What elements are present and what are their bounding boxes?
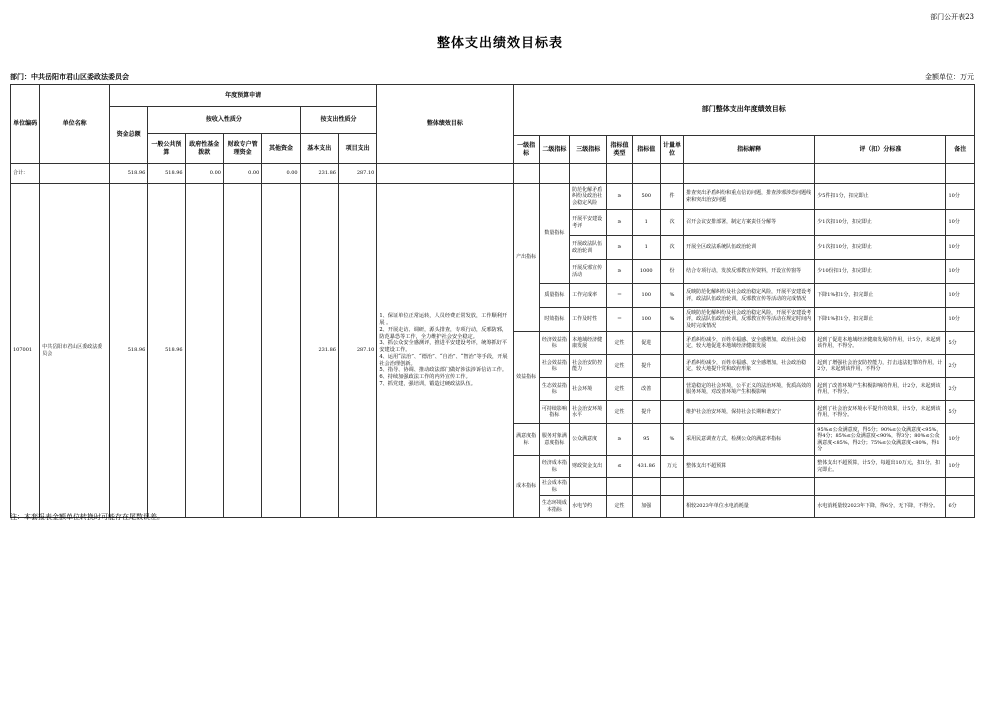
indicator-criteria: 少1次扣10分，扣完即止 [815,236,946,260]
indicator-explain: 矛盾纠纷减少，百姓幸福感、安全感增加，政治社会稳定，较大地促进本地域经济健康发展 [684,332,815,355]
group-timeliness: 时效指标 [539,308,569,332]
header-lvl1: 一级指标 [513,136,539,164]
header-special: 财政专户管理资金 [223,134,261,164]
indicator-explain: 反映防范化解纠纷及社会政治稳定风险，开展平安建设考评，政法队伍政治轮训，反邪教宣传等活动在规定时间内及时完成情况 [684,308,815,332]
indicator-name: 社会治安环境水平 [570,401,607,424]
indicator-vtype: ≥ [607,424,632,456]
indicator-name: 公众满意度 [570,424,607,456]
indicator-name: 开展反邪宣传活动 [570,260,607,284]
indicator-explain: 召开会议安排部署，制定方案责任分解等 [684,210,815,236]
indicator-unit: % [660,284,683,308]
indicator-remark: 6分 [946,496,975,518]
unit-code: 107001 [11,184,40,518]
indicator-vtype: ≥ [607,236,632,260]
indicator-name: 财政资金支出 [570,456,607,478]
indicator-criteria: 95%≤公众满意度，得5分；90%≤公众满意度<95%，得4分；85%≤公众满意度<90%，得3分；80%≤公众满意度<85%，得2分；75%≤公众满意度<80%，得1分 [815,424,946,456]
group-satisfaction: 满意度指标 [513,424,539,456]
group-eco-cost: 经济成本指标 [539,456,569,478]
unit-total: 518.96 [109,184,147,518]
indicator-value: 1 [632,236,660,260]
header-project: 项目支出 [338,134,376,164]
header-perf-goal: 整体绩效目标 [377,85,513,164]
unit-basic: 231.86 [300,184,338,518]
amount-unit-label: 金额单位：万元 [925,73,974,81]
header-fund: 政府性基金拨款 [185,134,223,164]
indicator-vtype: 定性 [607,332,632,355]
group-service: 服务对象满意度指标 [539,424,569,456]
header-general: 一般公共预算 [148,134,185,164]
indicator-value: 提升 [632,355,660,378]
indicator-vtype: ≥ [607,260,632,284]
indicator-criteria: 少1次扣10分，扣完即止 [815,210,946,236]
indicator-explain: 维护社会治安环境，保持社会长期和谐安宁 [684,401,815,424]
indicator-explain: 营造稳定的社会环境，公平正义的法治环境，优质高效的服务环境，对改善环境产生积极影响 [684,378,815,401]
indicator-vtype: 定性 [607,355,632,378]
indicator-name: 工作及时性 [570,308,607,332]
indicator-criteria: 下降1%扣1分，扣完即止 [815,308,946,332]
page-title: 整体支出绩效目标表 [436,36,563,51]
indicator-unit: 次 [660,236,683,260]
indicator-criteria: 起到了促进本地域经济健康发展的作用，计5分，未起到该作用，不得分。 [815,332,946,355]
header-value: 指标值 [632,136,660,164]
header-remark: 备注 [946,136,975,164]
indicator-remark: 5分 [946,332,975,355]
indicator-criteria: 起到了改善环境产生积极影响的作用，计2分，未起到该作用，不得分。 [815,378,946,401]
indicator-vtype: ≤ [607,456,632,478]
indicator-criteria: 少5件扣1分，扣完即止 [815,184,946,210]
indicator-name: 本地域经济健康发展 [570,332,607,355]
group-benefit: 效益指标 [513,332,539,424]
indicator-vtype: ≥ [607,184,632,210]
group-social: 社会效益指标 [539,355,569,378]
performance-table [10,84,975,518]
indicator-remark: 10分 [946,308,975,332]
header-basic: 基本支出 [300,134,338,164]
indicator-remark: 10分 [946,236,975,260]
indicator-remark: 10分 [946,284,975,308]
indicator-remark: 10分 [946,456,975,478]
indicator-unit: 份 [660,260,683,284]
unit-general: 518.96 [148,184,185,518]
indicator-remark: 2分 [946,378,975,401]
indicator-unit [660,378,683,401]
indicator-remark: 10分 [946,260,975,284]
indicator-unit: 万元 [660,456,683,478]
indicator-explain: 开展全区政法系统队伍政治轮训 [684,236,815,260]
indicator-unit: % [660,308,683,332]
indicator-name: 社会环境 [570,378,607,401]
indicator-criteria: 整体支出不超预算，计5分，每超出10万元，扣1分，扣完即止。 [815,456,946,478]
indicator-unit [660,332,683,355]
indicator-explain: 采用民意调查方式，检测公众的满意率指标 [684,424,815,456]
indicator-value: 加强 [632,496,660,518]
header-criteria: 评（扣）分标准 [815,136,946,164]
indicator-unit [660,496,683,518]
indicator-unit: 件 [660,184,683,210]
header-dept-goal: 部门整体支出年度绩效目标 [513,85,974,136]
indicator-value: 促进 [632,332,660,355]
indicator-unit [660,401,683,424]
group-economic: 经济效益指标 [539,332,569,355]
indicator-value: 改善 [632,378,660,401]
indicator-vtype: 定性 [607,378,632,401]
indicator-value: 100 [632,284,660,308]
header-lvl2: 二级指标 [539,136,569,164]
header-explain: 指标解释 [684,136,815,164]
unit-name: 中共岳阳市君山区委政法委员会 [40,184,110,518]
indicator-criteria: 起到了社会治安环境水平提升的效果，计5分，未起到该作用，不得分。 [815,401,946,424]
indicator-value: 1 [632,210,660,236]
indicator-vtype: ＝ [607,284,632,308]
indicator-name: 开展平安建设考评 [570,210,607,236]
footnote: 注：本套报表金额单位转换时可能存在尾数误差。 [10,513,164,521]
indicator-vtype: 定性 [607,401,632,424]
indicator-explain: 反映防范化解纠纷及社会政治稳定风险，开展平安建设考评，政法队伍政治轮训，反邪教宣传等活动的完成情况 [684,284,815,308]
indicator-explain: 相较2023年单位水电消耗量 [684,496,815,518]
indicator-value: 500 [632,184,660,210]
indicator-vtype: ≥ [607,210,632,236]
group-output: 产出指标 [513,184,539,332]
indicator-name: 社会治安防控能力 [570,355,607,378]
indicator-value: 431.86 [632,456,660,478]
indicator-unit [660,355,683,378]
group-ecological: 生态效益指标 [539,378,569,401]
unit-project: 287.10 [338,184,376,518]
total-other: 0.00 [262,164,300,184]
indicator-name: 防范化解矛盾纠纷及政治社会稳定风险 [570,184,607,210]
indicator-value: 1000 [632,260,660,284]
indicator-remark: 2分 [946,355,975,378]
total-label: 合计： [11,164,40,184]
indicator-name: 开展政法队伍政治轮训 [570,236,607,260]
total-general: 518.96 [148,164,185,184]
header-by-nature: 按支出性质分 [300,107,377,134]
total-project: 287.10 [338,164,376,184]
indicator-criteria: 下降1%扣1分，扣完即止 [815,284,946,308]
header-by-source: 按收入性质分 [148,107,300,134]
indicator-criteria: 少10份扣1分，扣完即止 [815,260,946,284]
group-env-cost: 生态环境成本指标 [539,496,569,518]
group-quantity: 数量指标 [539,184,569,284]
header-budget-apply: 年度预算申请 [109,85,376,107]
overall-goal-text: 1、保证单位正常运转，人员经费正常发放，工作顺利开展 。 2、开展走访、调研，源头排查，专项行动，反邪防邪，防范暴恐等工作，全力维护社会安全稳定。 3、抓公众安全感测评，推进平安建设考评，统筹抓好平安建设工作。 4、运用“法治”、“德治”、“自治”、“智治”等手段，开展社会治理创新。 5、指导、协调、推动政法部门做好涉法涉诉信访工作。 6、持续加强政法工作的内外宣传工作。 7、抓党建，强培训，锻造过硬政法队伍。 [377,184,513,518]
indicator-value: 100 [632,308,660,332]
group-cost: 成本指标 [513,456,539,518]
header-unit: 计量单位 [660,136,683,164]
department-label: 部门：中共岳阳市君山区委政法委员会 [10,72,129,81]
indicator-unit: 次 [660,210,683,236]
group-sustainable: 可持续影响指标 [539,401,569,424]
indicator-remark: 10分 [946,184,975,210]
total-amount: 518.96 [109,164,147,184]
total-fund: 0.00 [185,164,223,184]
indicator-criteria: 水电消耗量较2023年下降，得6分，无下降，不得分。 [815,496,946,518]
total-basic: 231.86 [300,164,338,184]
page-number-note: 部门公开表23 [930,13,974,21]
indicator-explain: 结合专项行动，发放反邪教宣传资料，开设宣传窗等 [684,260,815,284]
indicator-remark: 5分 [946,401,975,424]
indicator-remark: 10分 [946,424,975,456]
indicator-remark: 10分 [946,210,975,236]
header-vtype: 指标值类型 [607,136,632,164]
indicator-explain: 排查突出矛盾纠纷和重点信访问题，排查涉邪涉恐问题线索和突出治安问题 [684,184,815,210]
indicator-value: 95 [632,424,660,456]
indicator-explain: 整体支出不超预算 [684,456,815,478]
indicator-name: 工作完成率 [570,284,607,308]
indicator-unit: % [660,424,683,456]
indicator-vtype: ＝ [607,308,632,332]
indicator-vtype: 定性 [607,496,632,518]
total-special: 0.00 [223,164,261,184]
indicator-criteria: 起到了增强社会治安防控能力，打击违法犯罪的作用，计2分，未起到该作用，不得分 [815,355,946,378]
header-lvl3: 三级指标 [570,136,607,164]
group-quality: 质量指标 [539,284,569,308]
header-total: 资金总额 [109,107,147,164]
header-other: 其他资金 [262,134,300,164]
header-name: 单位名称 [40,85,110,164]
indicator-value: 提升 [632,401,660,424]
group-social-cost: 社会成本指标 [539,478,569,496]
indicator-explain: 矛盾纠纷减少，百姓幸福感、安全感增加，社会政治稳定，较大地提升党和政府形象 [684,355,815,378]
indicator-name: 水电节约 [570,496,607,518]
header-code: 单位编码 [11,85,40,164]
